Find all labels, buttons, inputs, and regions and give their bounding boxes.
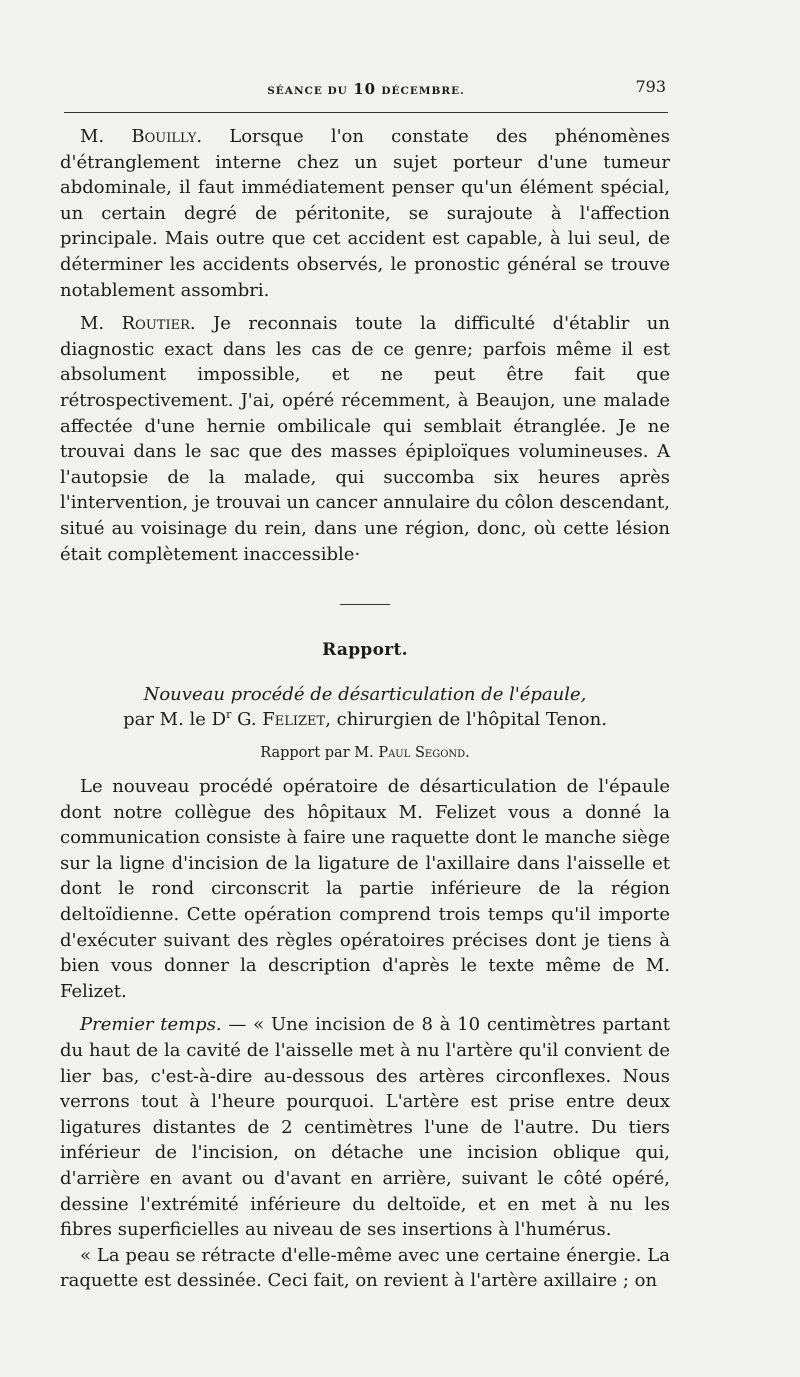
- paragraph-bouilly-text: Lorsque l'on constate des phénomènes d'étranglement interne chez un sujet porteur d'une tumeur abdominale, il faut immédiatement penser qu'un élément spécial, un certain degré de péritonite, se surajoute à l'affection principale. Mais outre que cet accident est capable, à lui seul, de déterminer les accidents observés, le pronostic général se trouve notablement assombri.: [60, 126, 670, 301]
- page-body: [60, 124, 670, 1294]
- paragraph-premier-temps: [60, 1012, 670, 1242]
- paragraph-routier: [60, 311, 670, 567]
- speaker-routier: M. Routier.: [80, 313, 196, 335]
- paragraph-routier-text: Je reconnais toute la difficulté d'établir un diagnostic exact dans les cas de ce genre; parfois même il est absolument impossible, et ne peut être fait que rétrospectivement. J'ai, opéré récemment, à Beaujon, une malade affectée d'une hernie ombilicale qui semblait étranglée. Je ne trouvai dans le sac que des masses épiploïques volumineuses. A l'autopsie de la malade, qui succomba six heures après l'intervention, je trouvai un cancer annulaire du côlon descendant, situé au voisinage du rein, dans une région, donc, où cette lésion était complètement inaccessible·: [60, 313, 670, 565]
- report-author-affiliation: chirurgien de l'hôpital Tenon.: [330, 709, 607, 731]
- speaker-bouilly: M. Bouilly.: [80, 126, 203, 147]
- report-title: Nouveau procédé de désarticulation de l'épaule,: [143, 684, 587, 706]
- report-author-prefix: par M. le D: [123, 709, 227, 731]
- premier-temps-heading: Premier temps.: [80, 1014, 222, 1036]
- section-divider: [340, 604, 390, 605]
- report-author: [60, 707, 670, 732]
- report-author-sup: r: [226, 708, 232, 722]
- running-title-prefix: SÉANCE DU: [267, 85, 348, 97]
- paragraph-report-intro: Le nouveau procédé opératoire de désarticulation de l'épaule dont notre collègue des hôpitaux M. Felizet vous a donné la communication consiste à faire une raquette dont le manche siège sur la ligne d'incision de la ligature de l'axillaire dans l'aisselle et dont le rond circonscrit la partie inférieure de la région deltoïdienne. Cette opération comprend trois temps qu'il importe d'exécuter suivant des règles opératoires précises dont je tiens à bien vous donner la description d'après le texte même de M. Felizet.: [60, 776, 670, 1002]
- page-number: 793: [635, 77, 666, 96]
- report-byline-prefix: Rapport par M.: [260, 745, 379, 762]
- header-rule: [64, 112, 668, 113]
- report-author-initial: G.: [231, 709, 263, 731]
- running-title: [62, 80, 670, 98]
- report-author-name: Felizet,: [262, 709, 331, 731]
- running-title-month: DÉCEMBRE.: [381, 85, 465, 97]
- spacer: [60, 764, 670, 774]
- report-byline-name: Paul Segond.: [378, 745, 470, 762]
- paragraph-bouilly: [60, 124, 670, 303]
- spacer: [60, 1004, 670, 1012]
- report-byline: [60, 742, 670, 764]
- premier-temps-text: — « Une incision de 8 à 10 centimètres partant du haut de la cavité de l'aisselle met à nu l'artère qu'il convient de lier bas, c'est-à-dire au-dessous des artères circonflexes. Nous verrons tout à l'heure pourquoi. L'artère est prise entre deux ligatures distantes de 2 centimètres l'une de l'autre. Du tiers inférieur de l'incision, on détache une incision oblique qui, d'arrière en avant ou d'avant en arrière, suivant le côté opéré, dessine l'extrémité inférieure du deltoïde, et en met à nu les fibres superficielles au niveau de ses insertions à l'humérus.: [60, 1014, 671, 1241]
- page-header: [62, 76, 670, 100]
- spacer: [60, 303, 670, 311]
- running-title-day: 10: [353, 80, 377, 98]
- paragraph-peau: « La peau se rétracte d'elle-même avec une certaine énergie. La raquette est dessinée. Ceci fait, on revient à l'artère axillaire ; on: [60, 1244, 670, 1292]
- section-title: Rapport.: [322, 640, 408, 661]
